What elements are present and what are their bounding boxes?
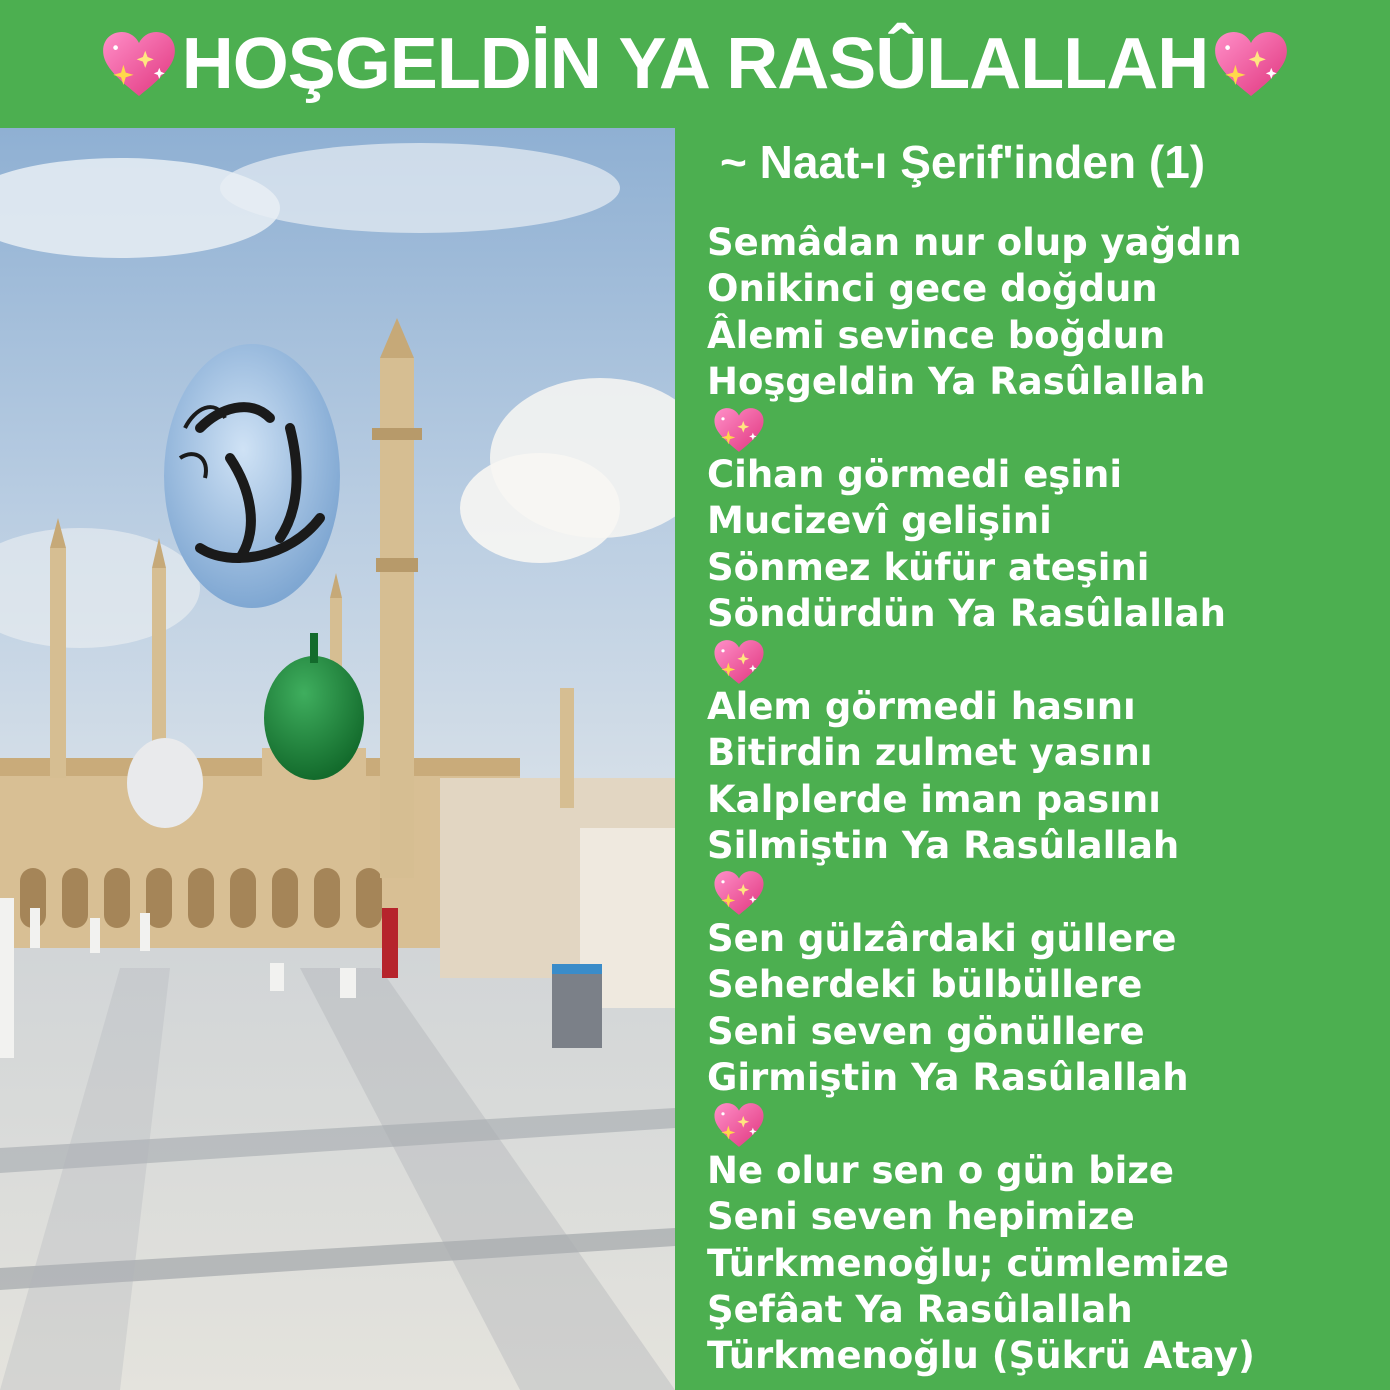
poem — [707, 220, 1377, 1380]
poem-line: Girmiştin Ya Rasûlallah — [707, 1056, 1189, 1100]
poem-line: Bitirdin zulmet yasını — [707, 731, 1153, 775]
poem-line: Seni seven gönüllere — [707, 1009, 1145, 1053]
sparkling-heart-icon — [707, 869, 771, 917]
poem-line: Silmiştin Ya Rasûlallah — [707, 824, 1180, 868]
page-title: HOŞGELDİN YA RASÛLALLAH — [181, 24, 1209, 104]
poem-line: Âlemi sevince boğdun — [707, 313, 1166, 357]
poem-line: Sönmez küfür ateşini — [707, 545, 1150, 589]
sparkling-heart-icon — [100, 25, 178, 103]
poem-line: Semâdan nur olup yağdın — [707, 221, 1242, 264]
sparkling-heart-icon — [1212, 25, 1290, 103]
poem-line: Hoşgeldin Ya Rasûlallah — [707, 360, 1206, 404]
sparkling-heart-icon — [707, 638, 771, 686]
muhammad-calligraphy-medallion — [164, 344, 340, 608]
sparkling-heart-icon — [707, 1101, 771, 1149]
poem-line: Seherdeki bülbüllere — [707, 963, 1143, 1007]
poem-line: Cihan görmedi eşini — [707, 452, 1123, 496]
poem-line: Kalplerde iman pasını — [707, 777, 1161, 821]
mosque-photo — [0, 128, 675, 1390]
poem-signature: Türkmenoğlu (Şükrü Atay) — [707, 1334, 1255, 1378]
poem-line: Mucizevî gelişini — [707, 499, 1052, 543]
poem-line: Onikinci gece doğdun — [707, 267, 1158, 311]
poem-line: Ne olur sen o gün bize — [707, 1148, 1174, 1192]
poem-line: Şefâat Ya Rasûlallah — [707, 1287, 1133, 1331]
poem-line: Seni seven hepimize — [707, 1195, 1135, 1239]
sparkling-heart-icon — [707, 406, 771, 454]
header-banner — [0, 0, 1390, 128]
poem-line: Alem görmedi hasını — [707, 684, 1136, 728]
poem-line: Türkmenoğlu; cümlemize — [707, 1241, 1229, 1285]
poem-line: Söndürdün Ya Rasûlallah — [707, 592, 1226, 636]
subtitle: ~ Naat-ı Şerif'inden (1) — [720, 136, 1206, 188]
poem-line: Sen gülzârdaki güllere — [707, 916, 1177, 960]
